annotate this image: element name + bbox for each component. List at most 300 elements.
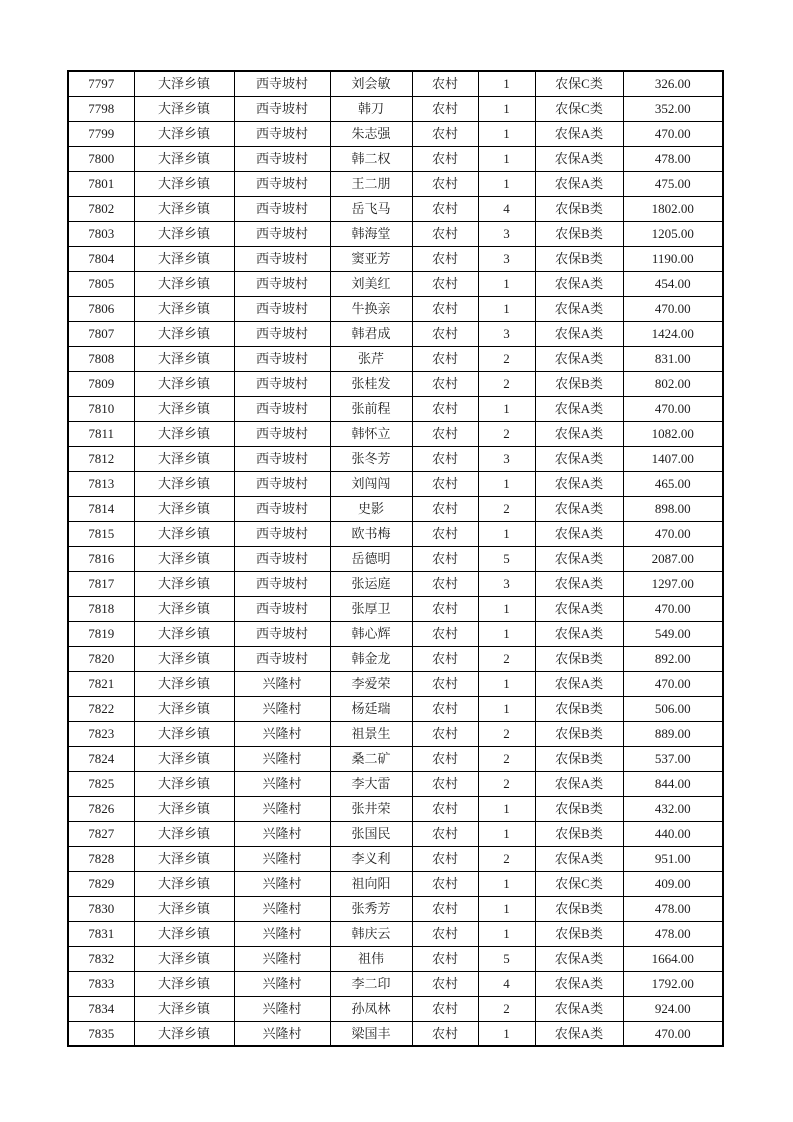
category-cell: 农保B类 [535,746,623,771]
table-row [68,346,723,371]
table-row [68,721,723,746]
name-cell: 张秀芳 [330,896,412,921]
name-cell: 岳德明 [330,546,412,571]
serial-cell: 7800 [68,146,134,171]
village-cell: 西寺坡村 [234,371,330,396]
category-cell: 农保C类 [535,96,623,121]
village-cell: 西寺坡村 [234,321,330,346]
amount-cell: 1407.00 [623,446,723,471]
table-row [68,471,723,496]
town-cell: 大泽乡镇 [134,571,234,596]
serial-cell: 7831 [68,921,134,946]
amount-cell: 1792.00 [623,971,723,996]
count-cell: 1 [478,96,535,121]
village-cell: 西寺坡村 [234,421,330,446]
category-cell: 农保B类 [535,696,623,721]
table-row [68,396,723,421]
serial-cell: 7801 [68,171,134,196]
amount-cell: 470.00 [623,296,723,321]
town-cell: 大泽乡镇 [134,746,234,771]
village-cell: 西寺坡村 [234,196,330,221]
count-cell: 1 [478,621,535,646]
household-type-cell: 农村 [412,121,478,146]
amount-cell: 506.00 [623,696,723,721]
category-cell: 农保A类 [535,771,623,796]
household-type-cell: 农村 [412,871,478,896]
category-cell: 农保A类 [535,121,623,146]
household-type-cell: 农村 [412,546,478,571]
household-type-cell: 农村 [412,746,478,771]
town-cell: 大泽乡镇 [134,946,234,971]
household-type-cell: 农村 [412,696,478,721]
town-cell: 大泽乡镇 [134,496,234,521]
serial-cell: 7828 [68,846,134,871]
serial-cell: 7833 [68,971,134,996]
town-cell: 大泽乡镇 [134,821,234,846]
table-row [68,571,723,596]
town-cell: 大泽乡镇 [134,121,234,146]
count-cell: 1 [478,796,535,821]
name-cell: 朱志强 [330,121,412,146]
category-cell: 农保A类 [535,471,623,496]
category-cell: 农保C类 [535,71,623,96]
village-cell: 西寺坡村 [234,471,330,496]
amount-cell: 470.00 [623,521,723,546]
table-row [68,296,723,321]
name-cell: 韩海堂 [330,221,412,246]
count-cell: 1 [478,171,535,196]
table-row [68,496,723,521]
category-cell: 农保A类 [535,446,623,471]
serial-cell: 7808 [68,346,134,371]
amount-cell: 470.00 [623,1021,723,1046]
category-cell: 农保B类 [535,246,623,271]
category-cell: 农保C类 [535,871,623,896]
serial-cell: 7835 [68,1021,134,1046]
village-cell: 西寺坡村 [234,396,330,421]
count-cell: 1 [478,871,535,896]
household-type-cell: 农村 [412,346,478,371]
roster-table [67,70,724,1047]
name-cell: 桑二矿 [330,746,412,771]
village-cell: 西寺坡村 [234,596,330,621]
amount-cell: 454.00 [623,271,723,296]
amount-cell: 1082.00 [623,421,723,446]
village-cell: 兴隆村 [234,921,330,946]
household-type-cell: 农村 [412,971,478,996]
village-cell: 西寺坡村 [234,221,330,246]
serial-cell: 7809 [68,371,134,396]
category-cell: 农保A类 [535,671,623,696]
village-cell: 兴隆村 [234,846,330,871]
category-cell: 农保A类 [535,571,623,596]
table-row [68,821,723,846]
name-cell: 李爱荣 [330,671,412,696]
household-type-cell: 农村 [412,571,478,596]
category-cell: 农保A类 [535,321,623,346]
household-type-cell: 农村 [412,996,478,1021]
household-type-cell: 农村 [412,621,478,646]
village-cell: 兴隆村 [234,671,330,696]
name-cell: 韩刀 [330,96,412,121]
table-row [68,96,723,121]
town-cell: 大泽乡镇 [134,771,234,796]
town-cell: 大泽乡镇 [134,721,234,746]
town-cell: 大泽乡镇 [134,846,234,871]
name-cell: 刘闯闯 [330,471,412,496]
name-cell: 张井荣 [330,796,412,821]
name-cell: 王二朋 [330,171,412,196]
amount-cell: 326.00 [623,71,723,96]
table-row [68,271,723,296]
name-cell: 李二印 [330,971,412,996]
amount-cell: 478.00 [623,896,723,921]
town-cell: 大泽乡镇 [134,146,234,171]
table-row [68,146,723,171]
count-cell: 2 [478,496,535,521]
village-cell: 兴隆村 [234,821,330,846]
serial-cell: 7806 [68,296,134,321]
category-cell: 农保A类 [535,421,623,446]
household-type-cell: 农村 [412,196,478,221]
serial-cell: 7820 [68,646,134,671]
serial-cell: 7797 [68,71,134,96]
count-cell: 3 [478,571,535,596]
name-cell: 张运庭 [330,571,412,596]
category-cell: 农保A类 [535,971,623,996]
village-cell: 兴隆村 [234,796,330,821]
count-cell: 1 [478,696,535,721]
count-cell: 2 [478,771,535,796]
count-cell: 4 [478,196,535,221]
town-cell: 大泽乡镇 [134,221,234,246]
serial-cell: 7798 [68,96,134,121]
name-cell: 张前程 [330,396,412,421]
serial-cell: 7826 [68,796,134,821]
table-row [68,696,723,721]
category-cell: 农保B类 [535,796,623,821]
amount-cell: 1297.00 [623,571,723,596]
category-cell: 农保A类 [535,596,623,621]
town-cell: 大泽乡镇 [134,871,234,896]
table-row [68,846,723,871]
town-cell: 大泽乡镇 [134,671,234,696]
serial-cell: 7821 [68,671,134,696]
town-cell: 大泽乡镇 [134,521,234,546]
table-row [68,796,723,821]
household-type-cell: 农村 [412,471,478,496]
table-row [68,371,723,396]
name-cell: 窦亚芳 [330,246,412,271]
name-cell: 韩金龙 [330,646,412,671]
name-cell: 刘美红 [330,271,412,296]
town-cell: 大泽乡镇 [134,271,234,296]
household-type-cell: 农村 [412,246,478,271]
serial-cell: 7822 [68,696,134,721]
serial-cell: 7804 [68,246,134,271]
village-cell: 兴隆村 [234,771,330,796]
household-type-cell: 农村 [412,671,478,696]
serial-cell: 7824 [68,746,134,771]
household-type-cell: 农村 [412,96,478,121]
amount-cell: 470.00 [623,596,723,621]
amount-cell: 352.00 [623,96,723,121]
serial-cell: 7811 [68,421,134,446]
village-cell: 兴隆村 [234,896,330,921]
name-cell: 祖向阳 [330,871,412,896]
town-cell: 大泽乡镇 [134,796,234,821]
village-cell: 兴隆村 [234,971,330,996]
amount-cell: 1190.00 [623,246,723,271]
village-cell: 西寺坡村 [234,271,330,296]
serial-cell: 7812 [68,446,134,471]
count-cell: 1 [478,1021,535,1046]
count-cell: 1 [478,521,535,546]
name-cell: 杨廷瑞 [330,696,412,721]
village-cell: 西寺坡村 [234,496,330,521]
household-type-cell: 农村 [412,296,478,321]
count-cell: 1 [478,896,535,921]
count-cell: 1 [478,671,535,696]
amount-cell: 1424.00 [623,321,723,346]
name-cell: 牛换亲 [330,296,412,321]
village-cell: 兴隆村 [234,696,330,721]
household-type-cell: 农村 [412,396,478,421]
village-cell: 兴隆村 [234,1021,330,1046]
table-row [68,521,723,546]
amount-cell: 802.00 [623,371,723,396]
serial-cell: 7825 [68,771,134,796]
village-cell: 兴隆村 [234,746,330,771]
town-cell: 大泽乡镇 [134,246,234,271]
count-cell: 3 [478,246,535,271]
household-type-cell: 农村 [412,896,478,921]
name-cell: 孙凤林 [330,996,412,1021]
name-cell: 李义利 [330,846,412,871]
town-cell: 大泽乡镇 [134,596,234,621]
serial-cell: 7819 [68,621,134,646]
name-cell: 史影 [330,496,412,521]
category-cell: 农保A类 [535,521,623,546]
town-cell: 大泽乡镇 [134,696,234,721]
village-cell: 西寺坡村 [234,446,330,471]
serial-cell: 7834 [68,996,134,1021]
village-cell: 西寺坡村 [234,246,330,271]
count-cell: 1 [478,821,535,846]
table-row [68,746,723,771]
village-cell: 兴隆村 [234,996,330,1021]
amount-cell: 537.00 [623,746,723,771]
count-cell: 5 [478,546,535,571]
table-row [68,446,723,471]
name-cell: 李大雷 [330,771,412,796]
town-cell: 大泽乡镇 [134,446,234,471]
count-cell: 2 [478,646,535,671]
category-cell: 农保B类 [535,721,623,746]
category-cell: 农保A类 [535,996,623,1021]
household-type-cell: 农村 [412,221,478,246]
serial-cell: 7816 [68,546,134,571]
table-row [68,246,723,271]
amount-cell: 951.00 [623,846,723,871]
category-cell: 农保A类 [535,346,623,371]
village-cell: 西寺坡村 [234,121,330,146]
table-row [68,596,723,621]
category-cell: 农保B类 [535,646,623,671]
name-cell: 张国民 [330,821,412,846]
amount-cell: 432.00 [623,796,723,821]
table-row [68,671,723,696]
count-cell: 2 [478,371,535,396]
serial-cell: 7829 [68,871,134,896]
village-cell: 西寺坡村 [234,71,330,96]
household-type-cell: 农村 [412,321,478,346]
table-row [68,771,723,796]
name-cell: 张厚卫 [330,596,412,621]
serial-cell: 7827 [68,821,134,846]
serial-cell: 7823 [68,721,134,746]
household-type-cell: 农村 [412,146,478,171]
household-type-cell: 农村 [412,596,478,621]
serial-cell: 7802 [68,196,134,221]
village-cell: 西寺坡村 [234,546,330,571]
household-type-cell: 农村 [412,796,478,821]
category-cell: 农保B类 [535,921,623,946]
amount-cell: 898.00 [623,496,723,521]
amount-cell: 831.00 [623,346,723,371]
town-cell: 大泽乡镇 [134,421,234,446]
name-cell: 韩怀立 [330,421,412,446]
name-cell: 韩庆云 [330,921,412,946]
household-type-cell: 农村 [412,371,478,396]
count-cell: 3 [478,321,535,346]
amount-cell: 409.00 [623,871,723,896]
count-cell: 2 [478,996,535,1021]
table-row [68,1021,723,1046]
village-cell: 西寺坡村 [234,146,330,171]
name-cell: 韩君成 [330,321,412,346]
category-cell: 农保A类 [535,271,623,296]
table-row [68,921,723,946]
household-type-cell: 农村 [412,171,478,196]
count-cell: 5 [478,946,535,971]
table-row [68,546,723,571]
serial-cell: 7815 [68,521,134,546]
count-cell: 1 [478,121,535,146]
count-cell: 1 [478,146,535,171]
household-type-cell: 农村 [412,771,478,796]
household-type-cell: 农村 [412,446,478,471]
count-cell: 2 [478,346,535,371]
table-row [68,421,723,446]
table-row [68,896,723,921]
category-cell: 农保A类 [535,621,623,646]
category-cell: 农保B类 [535,896,623,921]
amount-cell: 844.00 [623,771,723,796]
name-cell: 祖景生 [330,721,412,746]
count-cell: 1 [478,271,535,296]
count-cell: 2 [478,421,535,446]
amount-cell: 465.00 [623,471,723,496]
household-type-cell: 农村 [412,646,478,671]
count-cell: 2 [478,746,535,771]
serial-cell: 7803 [68,221,134,246]
town-cell: 大泽乡镇 [134,921,234,946]
town-cell: 大泽乡镇 [134,71,234,96]
count-cell: 1 [478,396,535,421]
village-cell: 西寺坡村 [234,296,330,321]
table-row [68,171,723,196]
amount-cell: 470.00 [623,396,723,421]
name-cell: 梁国丰 [330,1021,412,1046]
amount-cell: 889.00 [623,721,723,746]
town-cell: 大泽乡镇 [134,96,234,121]
count-cell: 1 [478,921,535,946]
town-cell: 大泽乡镇 [134,621,234,646]
village-cell: 西寺坡村 [234,621,330,646]
serial-cell: 7814 [68,496,134,521]
count-cell: 1 [478,71,535,96]
name-cell: 刘会敏 [330,71,412,96]
table-row [68,946,723,971]
village-cell: 西寺坡村 [234,346,330,371]
category-cell: 农保A类 [535,496,623,521]
town-cell: 大泽乡镇 [134,396,234,421]
amount-cell: 1205.00 [623,221,723,246]
town-cell: 大泽乡镇 [134,196,234,221]
table-row [68,221,723,246]
name-cell: 欧书梅 [330,521,412,546]
count-cell: 1 [478,471,535,496]
category-cell: 农保A类 [535,846,623,871]
amount-cell: 478.00 [623,921,723,946]
town-cell: 大泽乡镇 [134,371,234,396]
town-cell: 大泽乡镇 [134,346,234,371]
category-cell: 农保A类 [535,296,623,321]
amount-cell: 924.00 [623,996,723,1021]
amount-cell: 478.00 [623,146,723,171]
name-cell: 张冬芳 [330,446,412,471]
household-type-cell: 农村 [412,721,478,746]
table-row [68,621,723,646]
town-cell: 大泽乡镇 [134,646,234,671]
town-cell: 大泽乡镇 [134,296,234,321]
town-cell: 大泽乡镇 [134,471,234,496]
table-row [68,121,723,146]
amount-cell: 892.00 [623,646,723,671]
table-row [68,196,723,221]
count-cell: 2 [478,846,535,871]
amount-cell: 1802.00 [623,196,723,221]
household-type-cell: 农村 [412,421,478,446]
name-cell: 韩心辉 [330,621,412,646]
amount-cell: 1664.00 [623,946,723,971]
town-cell: 大泽乡镇 [134,546,234,571]
household-type-cell: 农村 [412,271,478,296]
village-cell: 兴隆村 [234,871,330,896]
serial-cell: 7813 [68,471,134,496]
name-cell: 岳飞马 [330,196,412,221]
name-cell: 张桂发 [330,371,412,396]
amount-cell: 2087.00 [623,546,723,571]
table-row [68,646,723,671]
count-cell: 1 [478,296,535,321]
amount-cell: 440.00 [623,821,723,846]
table-row [68,971,723,996]
serial-cell: 7805 [68,271,134,296]
town-cell: 大泽乡镇 [134,996,234,1021]
serial-cell: 7832 [68,946,134,971]
